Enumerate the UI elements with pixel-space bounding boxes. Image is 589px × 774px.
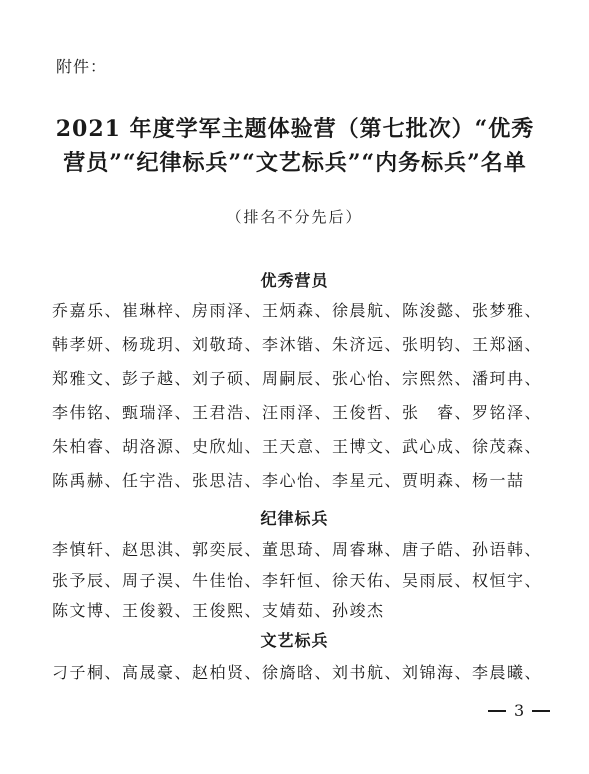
- attachment-label: 附件：: [56, 57, 108, 76]
- name-list-line: 乔嘉乐、崔琳梓、房雨泽、王炳森、徐晨航、陈浚懿、张梦雅、: [52, 301, 543, 320]
- name-list-line: 张予辰、周子淏、牛佳怡、李轩恒、徐天佑、吴雨辰、权恒宇、: [52, 571, 543, 590]
- page-number-value: 3: [514, 701, 525, 720]
- page-number-right-dash: [532, 710, 550, 712]
- page-number: [480, 701, 558, 720]
- document-title-line-1: 2021 年度学军主题体验营（第七批次）“优秀: [55, 116, 535, 142]
- name-list-line: 陈文博、王俊毅、王俊熙、支婧茹、孙竣杰: [52, 601, 385, 620]
- name-list-line: 陈禹赫、任宇浩、张思洁、李心怡、李星元、贾明森、杨一喆: [52, 471, 525, 490]
- page-number-left-dash: [488, 710, 506, 712]
- ranking-note: （排名不分先后）: [226, 208, 363, 226]
- document-title-line-2: 营员”“纪律标兵”“文艺标兵”“内务标兵”名单: [63, 150, 527, 176]
- name-list-line: 刁子桐、高晟豪、赵柏贤、徐旖晗、刘书航、刘锦海、李晨曦、: [52, 663, 543, 682]
- section-title-outstanding-campers: 优秀营员: [260, 271, 329, 290]
- section-title-discipline-models: 纪律标兵: [260, 509, 329, 528]
- name-list-line: 郑雅文、彭子越、刘子硕、周嗣辰、张心怡、宗熙然、潘珂冉、: [52, 369, 543, 388]
- name-list-line: 韩孝妍、杨珑玥、刘敬琦、李沐锴、朱济远、张明钧、王郑涵、: [52, 335, 543, 354]
- section-title-arts-models: 文艺标兵: [260, 631, 329, 650]
- name-list-line: 朱柏睿、胡洛源、史欣灿、王天意、王博文、武心成、徐茂森、: [52, 437, 543, 456]
- name-list-line: 李慎轩、赵思淇、郭奕辰、董思琦、周睿琳、唐子皓、孙语韩、: [52, 540, 543, 559]
- name-list-line: 李伟铭、甄瑞泽、王君浩、汪雨泽、王俊哲、张 睿、罗铭泽、: [52, 403, 543, 422]
